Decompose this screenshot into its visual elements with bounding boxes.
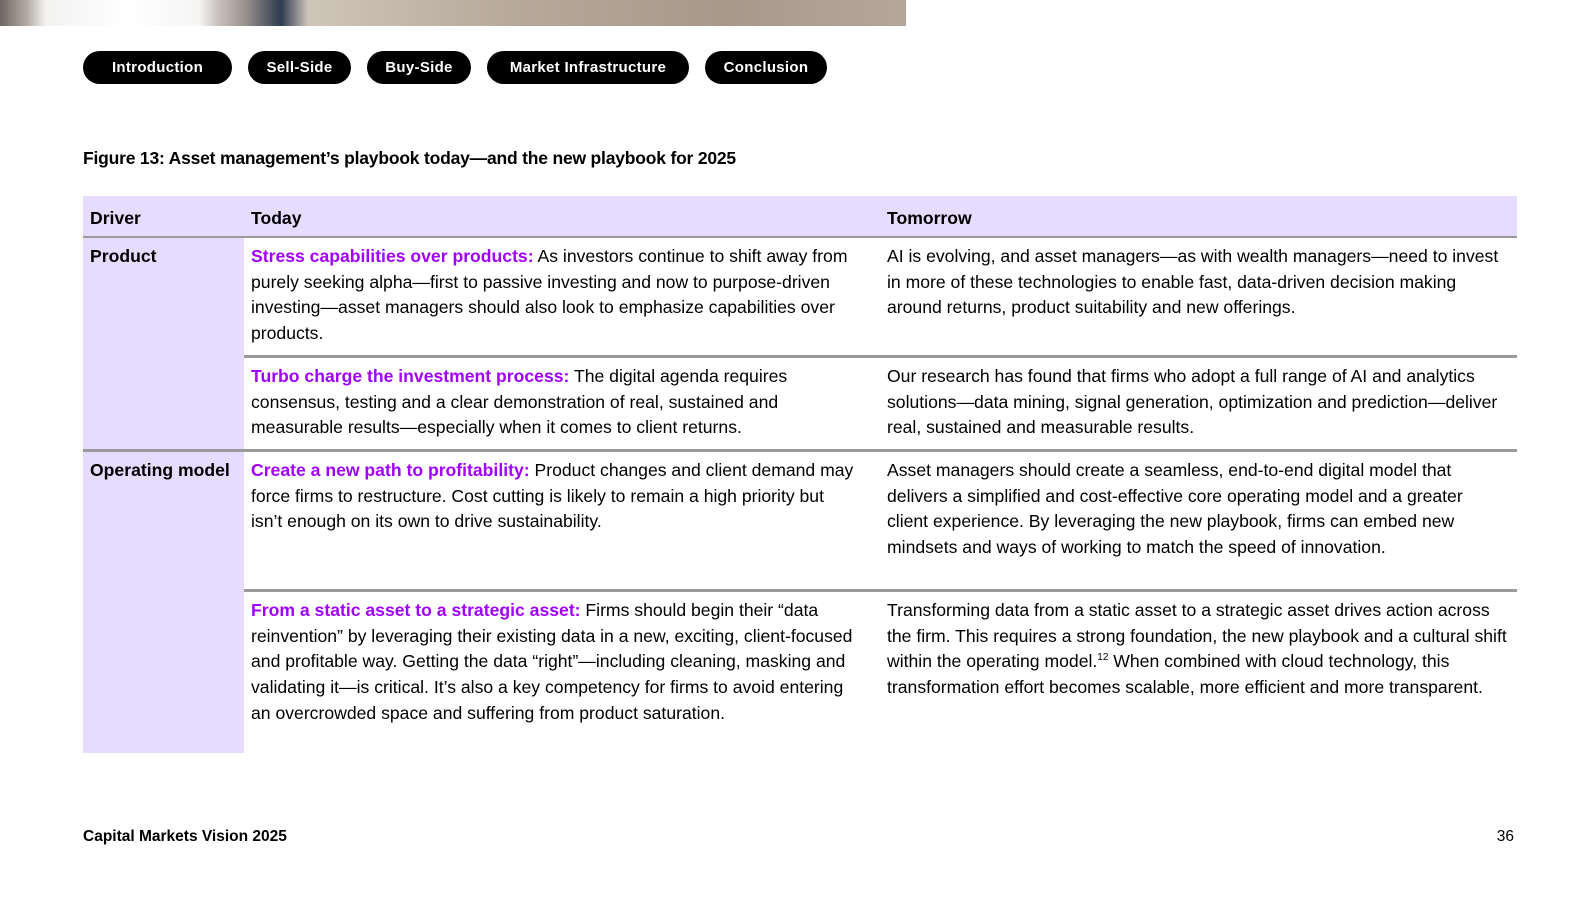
today-text: As investors continue to shift away from purely seeking alpha—first to passive investing and now to purpose-driven investing—asset managers should also look to emphasize capabilities over products. <box>251 246 848 344</box>
tomorrow-cell: Asset managers should create a seamless, end-to-end digital model that delivers a simplified and cost-effective core operating model and a greater client experience. By leveraging the new playbook, firms can embed new mindsets and ways of working to match the speed of innovation. <box>880 450 1517 590</box>
footnote-ref[interactable]: 12 <box>1097 652 1109 664</box>
today-highlight: Stress capabilities over products: <box>251 246 534 266</box>
today-text: The digital agenda requires consensus, testing and a clear demonstration of real, sustained and measurable results—especially when it comes to client returns. <box>251 365 788 438</box>
driver-product: Product <box>83 237 244 450</box>
footer-page-number: 36 <box>1496 828 1514 845</box>
tomorrow-cell: AI is evolving, and asset managers—as with wealth managers—need to invest in more of these technologies to enable fast, data-driven decision making around returns, product suitability and new offerings. <box>880 237 1517 356</box>
table-row <box>83 237 1517 356</box>
today-highlight: Turbo charge the investment process: <box>251 365 570 386</box>
tomorrow-cell: Our research has found that firms who adopt a full range of AI and analytics solutions—data mining, signal generation, optimization and prediction—deliver real, sustained and measurable results. <box>880 356 1517 450</box>
table-row <box>83 356 1517 450</box>
nav-sell-side-button[interactable]: Sell-Side <box>248 51 351 84</box>
table-row <box>83 590 1517 753</box>
today-text: Product changes and client demand may force firms to restructure. Cost cutting is likely to remain a high priority but isn’t enough on its own to drive sustainability. <box>251 459 854 532</box>
section-nav <box>83 51 827 84</box>
header-photo-strip <box>0 0 906 26</box>
today-cell <box>244 237 880 356</box>
tomorrow-text-after: When combined with cloud technology, this transformation effort becomes scalable, more efficient and more transparent. <box>887 651 1483 698</box>
today-cell <box>244 356 880 450</box>
header-driver: Driver <box>83 196 244 237</box>
today-text: Firms should begin their “data reinvention” by leveraging their existing data in a new, exciting, client-focused and profitable way. Getting the data “right”—including cleaning, masking and validating it—is critical. It’s also a key competency for firms to avoid entering an overcrowded space and suffering from product saturation. <box>251 599 853 723</box>
today-highlight: From a static asset to a strategic asset: <box>251 599 581 620</box>
today-highlight: Create a new path to profitability: <box>251 459 530 480</box>
header-today: Today <box>244 196 880 237</box>
playbook-table <box>83 196 1517 753</box>
nav-conclusion-button[interactable]: Conclusion <box>705 51 827 84</box>
today-cell <box>244 450 880 590</box>
driver-operating-model: Operating model <box>83 450 244 753</box>
figure-title: Figure 13: Asset management’s playbook today—and the new playbook for 2025 <box>83 148 736 168</box>
table-row <box>83 450 1517 590</box>
nav-buy-side-button[interactable]: Buy-Side <box>367 51 471 84</box>
header-tomorrow: Tomorrow <box>880 196 1517 237</box>
nav-market-infrastructure-button[interactable]: Market Infrastructure <box>487 51 689 84</box>
tomorrow-text: Transforming data from a static asset to a strategic asset drives action across the firm. This requires a strong foundation, the new playbook and a cultural shift within the operating model. <box>887 599 1507 672</box>
footer-publication-title: Capital Markets Vision 2025 <box>83 828 287 845</box>
table-header-row <box>83 196 1517 237</box>
tomorrow-cell <box>880 590 1517 753</box>
nav-introduction-button[interactable]: Introduction <box>83 51 232 84</box>
today-cell <box>244 590 880 753</box>
